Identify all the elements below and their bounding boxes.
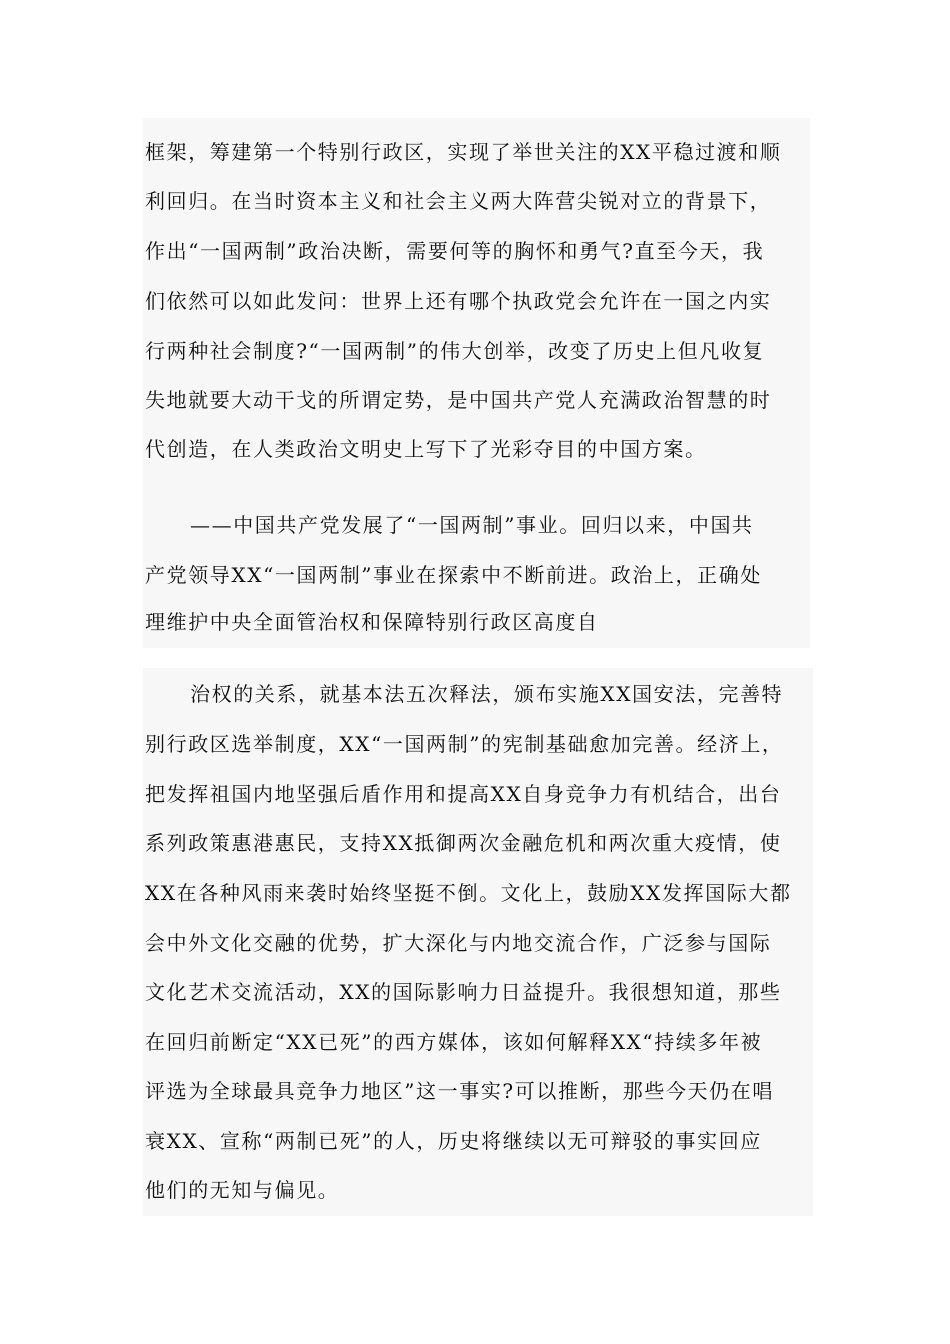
text-line: 在回归前断定“XX已死”的西方媒体，该如何解释XX“持续多年被	[145, 1030, 763, 1054]
text-line: 框架，筹建第一个特别行政区，实现了举世关注的XX平稳过渡和顺	[145, 140, 782, 164]
text-line: 利回归。在当时资本主义和社会主义两大阵营尖锐对立的背景下，	[145, 189, 772, 213]
text-line: 别行政区选举制度，XX“一国两制”的宪制基础愈加完善。经济上，	[145, 732, 784, 756]
text-line: 理维护中央全面管治权和保障特别行政区高度自	[145, 610, 599, 634]
text-line: 治权的关系，就基本法五次释法，颁布实施XX国安法，完善特	[190, 682, 784, 706]
text-line: 会中外文化交融的优势，扩大深化与内地交流合作，广泛参与国际	[145, 931, 772, 955]
text-line: ——中国共产党发展了“一国两制”事业。回归以来，中国共	[190, 513, 754, 537]
text-line: 代创造，在人类政治文明史上写下了光彩夺目的中国方案。	[145, 437, 707, 461]
text-line: 衰XX、宣称“两制已死”的人，历史将继续以无可辩驳的事实回应	[145, 1129, 762, 1153]
text-line: 系列政策惠港惠民，支持XX抵御两次金融危机和两次重大疫情，使	[145, 831, 782, 855]
text-line: 作出“一国两制”政治决断，需要何等的胸怀和勇气?直至今天，我	[145, 239, 765, 263]
text-line: 他们的无知与偏见。	[145, 1178, 340, 1202]
text-line: 产党领导XX“一国两制”事业在探索中不断前进。政治上，正确处	[145, 563, 762, 587]
text-line: 评选为全球最具竞争力地区”这一事实?可以推断，那些今天仍在唱	[145, 1079, 774, 1103]
text-line: 把发挥祖国内地坚强后盾作用和提高XX自身竞争力有机结合，出台	[145, 782, 782, 806]
text-line: 们依然可以如此发问：世界上还有哪个执政党会允许在一国之内实	[145, 289, 772, 313]
text-line: 行两种社会制度?“一国两制”的伟大创举，改变了历史上但凡收复	[145, 339, 765, 363]
text-line: 文化艺术交流活动，XX的国际影响力日益提升。我很想知道，那些	[145, 980, 782, 1004]
text-line: 失地就要大动干戈的所谓定势，是中国共产党人充满政治智慧的时	[145, 388, 772, 412]
text-line: XX在各种风雨来袭时始终坚挺不倒。文化上，鼓励XX发挥国际大都	[145, 881, 792, 905]
